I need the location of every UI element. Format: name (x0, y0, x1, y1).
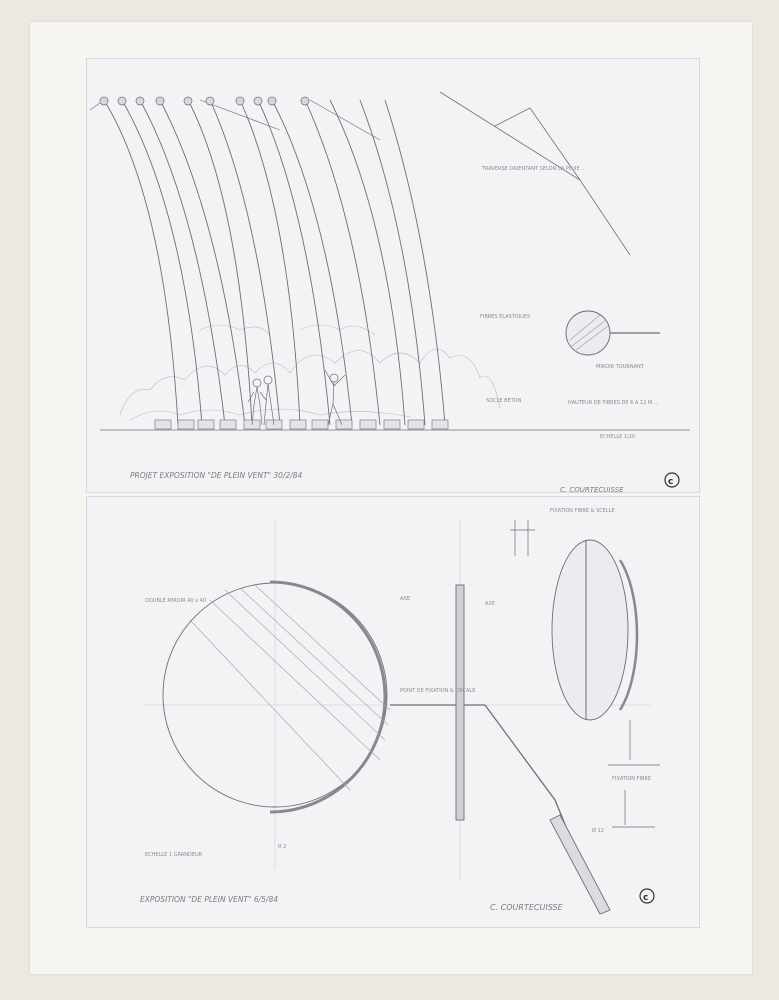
note-radius: R 2 (278, 844, 287, 850)
note-socle: SOCLE BETON (486, 398, 522, 404)
note-axis-left: AXE (400, 596, 411, 602)
note-scale-top: ECHELLE 1/20 (600, 434, 636, 440)
note-fixing-bottom: FIXATION FIBRE (612, 776, 652, 782)
copyright-top (665, 473, 679, 487)
svg-text:c: c (668, 477, 674, 487)
svg-text:c: c (643, 893, 649, 903)
note-mirror: DOUBLE MIROIR 40 x 40 (145, 598, 207, 604)
mirror-edge-profile (456, 585, 464, 820)
top-caption: PROJET EXPOSITION "DE PLEIN VENT" 30/2/84 (130, 471, 303, 480)
fibre-tip-mirrors (100, 97, 309, 105)
mirror-rod-detail (440, 92, 630, 255)
people-figures (248, 370, 345, 425)
note-scale-bottom: ECHELLE 1 GRANDEUR (145, 852, 203, 858)
note-pivot: POINT DE FIXATION & DECALE (400, 688, 476, 694)
note-diameter: Ø 12 (592, 828, 604, 834)
note-heights: HAUTEUR DE FIBRES DE 6 A 12 M ... (568, 400, 659, 406)
mirror-assembly-drawing (145, 520, 660, 914)
copyright-bottom (640, 889, 654, 903)
note-sighting: MIROIR TOURNANT (596, 364, 644, 370)
wind-fibres-drawing (90, 92, 690, 430)
bottom-signature: C. COURTECUISSE (490, 903, 563, 912)
note-axis-right: AXE (485, 601, 496, 607)
mirror-perspective (552, 540, 628, 720)
bottom-caption: EXPOSITION "DE PLEIN VENT" 6/5/84 (140, 895, 278, 904)
concrete-bases (155, 420, 448, 429)
top-signature: C. COURTECUISSE (560, 486, 624, 494)
fixing-detail-top (510, 520, 535, 556)
rotating-mirror-detail (566, 311, 660, 355)
fixing-detail-bottom (608, 720, 660, 827)
note-mirror-angle: TRAVERSE ORIENTANT SELON LA PLUIE ... (482, 166, 586, 172)
note-fibres: FIBRES ELASTIQUES (480, 314, 531, 320)
note-fixing-top: FIXATION FIBRE & SCELLE (550, 508, 615, 514)
